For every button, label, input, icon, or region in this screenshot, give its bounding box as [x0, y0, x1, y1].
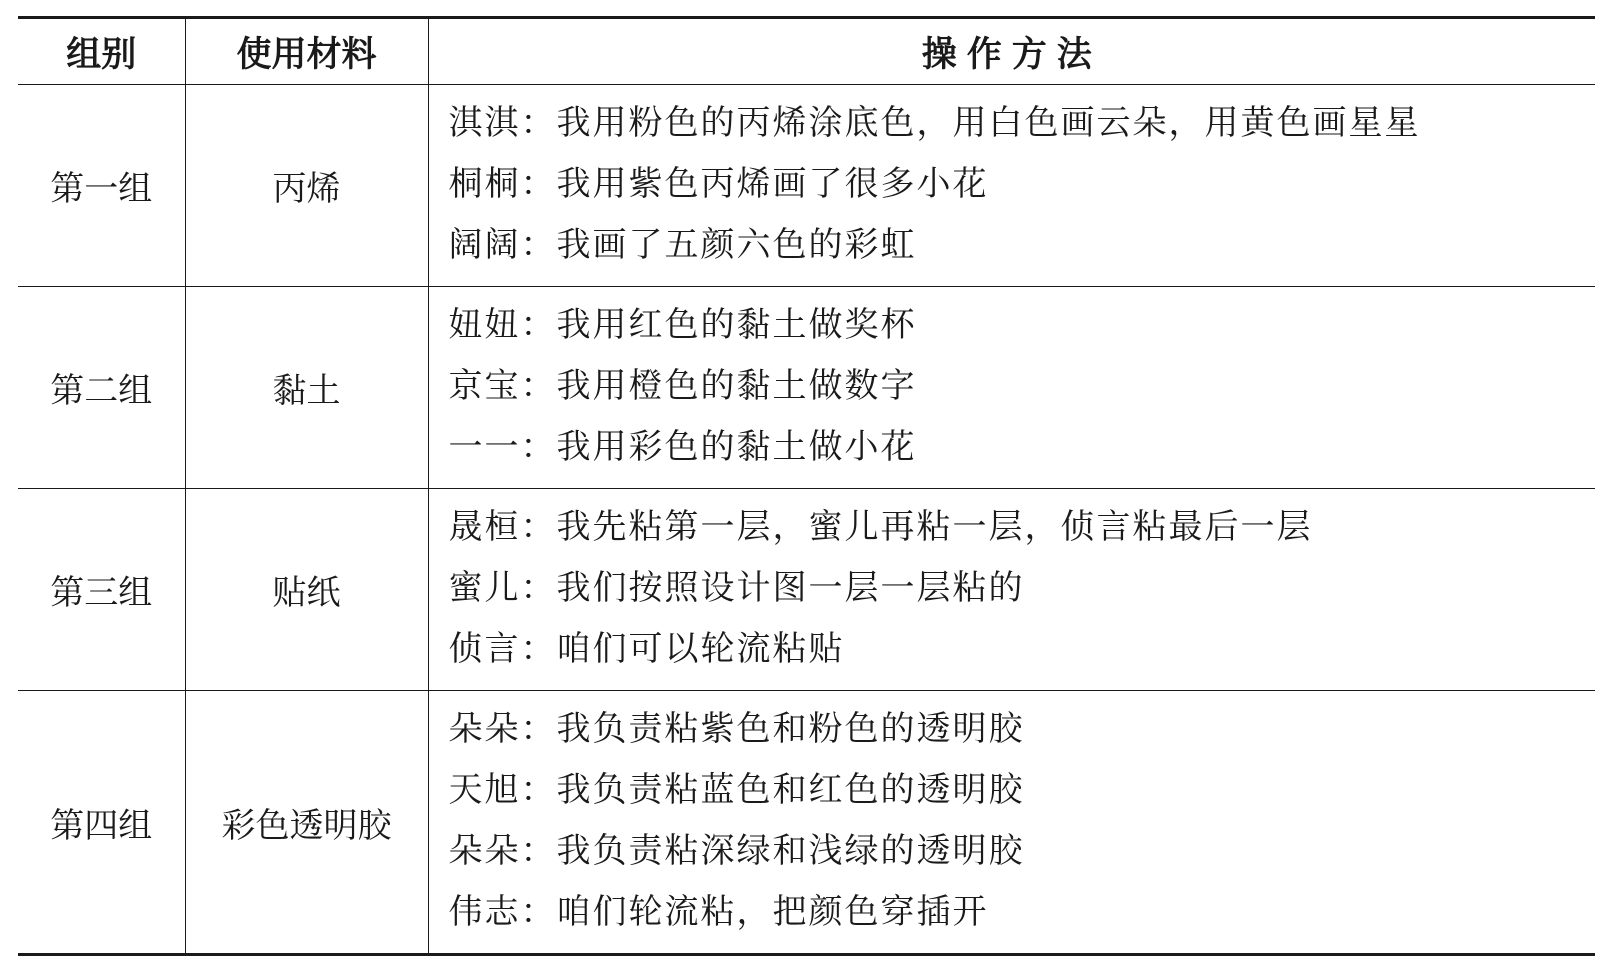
table-header	[18, 18, 1595, 85]
method-cell	[428, 287, 1595, 489]
table-row	[18, 691, 1595, 955]
table-row	[18, 489, 1595, 691]
document-page	[18, 16, 1595, 956]
group-cell: 第二组	[18, 287, 185, 489]
method-line: 晟桓：我先粘第一层，蜜儿再粘一层，侦言粘最后一层	[448, 507, 1313, 547]
method-line: 蜜儿：我们按照设计图一层一层粘的	[448, 568, 1025, 608]
method-line: 朵朵：我负责粘紫色和粉色的透明胶	[448, 709, 1025, 749]
group-cell: 第四组	[18, 691, 185, 955]
material-cell: 贴纸	[185, 489, 428, 691]
material-cell: 彩色透明胶	[185, 691, 428, 955]
table-row	[18, 287, 1595, 489]
method-line: 淇淇：我用粉色的丙烯涂底色，用白色画云朵，用黄色画星星	[448, 103, 1421, 143]
method-cell	[428, 85, 1595, 287]
method-line: 阔阔：我画了五颜六色的彩虹	[448, 225, 917, 265]
method-line: 一一：我用彩色的黏土做小花	[448, 427, 917, 467]
method-line: 侦言：咱们可以轮流粘贴	[448, 629, 845, 669]
method-line: 朵朵：我负责粘深绿和浅绿的透明胶	[448, 831, 1025, 871]
table-row	[18, 85, 1595, 287]
table-body	[18, 85, 1595, 955]
header-group: 组别	[18, 18, 185, 85]
method-cell	[428, 489, 1595, 691]
material-cell: 丙烯	[185, 85, 428, 287]
activity-table	[18, 16, 1595, 956]
method-line: 桐桐：我用紫色丙烯画了很多小花	[448, 164, 989, 204]
header-method: 操作方法	[428, 18, 1595, 85]
material-cell: 黏土	[185, 287, 428, 489]
method-line: 伟志：咱们轮流粘，把颜色穿插开	[448, 892, 989, 932]
method-line: 天旭：我负责粘蓝色和红色的透明胶	[448, 770, 1025, 810]
method-line: 妞妞：我用红色的黏土做奖杯	[448, 305, 917, 345]
group-cell: 第一组	[18, 85, 185, 287]
group-cell: 第三组	[18, 489, 185, 691]
header-row	[18, 18, 1595, 85]
method-cell	[428, 691, 1595, 955]
method-line: 京宝：我用橙色的黏土做数字	[448, 366, 917, 406]
header-material: 使用材料	[185, 18, 428, 85]
